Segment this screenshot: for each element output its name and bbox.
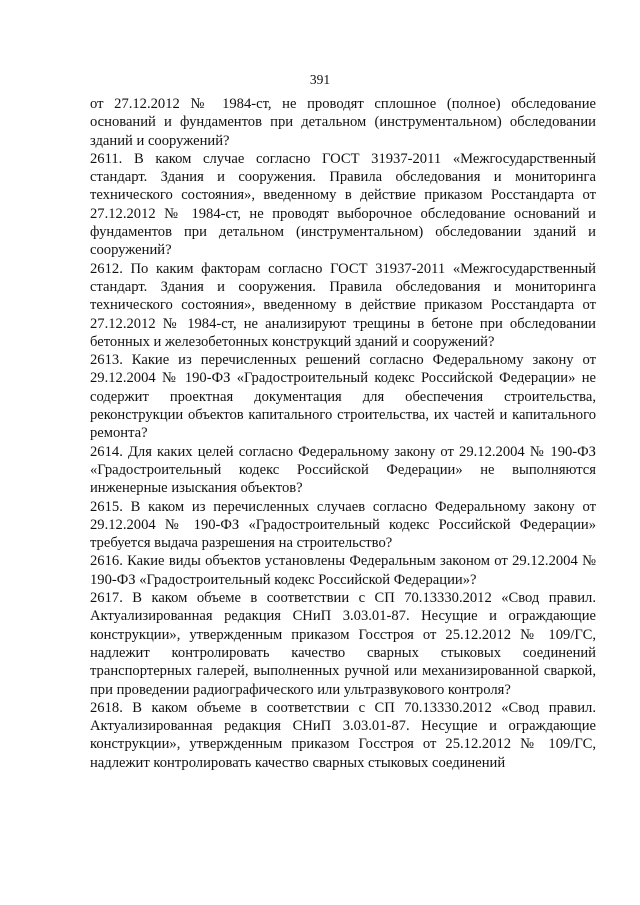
question-2614: 2614. Для каких целей согласно Федеральному закону от 29.12.2004 № 190-ФЗ «Градостроительный кодекс Российской Федерации» не выполняются инженерные изыскания объектов?	[90, 443, 596, 497]
document-body	[90, 95, 596, 772]
question-2613: 2613. Какие из перечисленных решений согласно Федеральному закону от 29.12.2004 № 190-ФЗ «Градостроительный кодекс Российской Федерации» не содержит проектная документация для обеспечения строительства, реконструкции объектов капитального строительства, их частей и капитального ремонта?	[90, 352, 596, 442]
question-2615: 2615. В каком из перечисленных случаев согласно Федеральному закону от 29.12.2004 № 190-ФЗ «Градостроительный кодекс Российской Федерации» требуется выдача разрешения на строительство?	[90, 498, 596, 552]
question-2611: 2611. В каком случае согласно ГОСТ 31937-2011 «Межгосударственный стандарт. Здания и сооружения. Правила обследования и мониторинга технического состояния», введенному в действие приказом Росстандарта от 27.12.2012 № 1984-ст, не проводят выборочное обследование оснований и фундаментов при детальном (инструментальном) обследовании зданий и сооружений?	[90, 150, 596, 259]
question-2616: 2616. Какие виды объектов установлены Федеральным законом от 29.12.2004 № 190-ФЗ «Градостроительный кодекс Российской Федерации»?	[90, 553, 596, 588]
question-2618: 2618. В каком объеме в соответствии с СП 70.13330.2012 «Свод правил. Актуализированная редакция СНиП 3.03.01-87. Несущие и ограждающие конструкции», утвержденным приказом Госстроя от 25.12.2012 № 109/ГС, надлежит контролировать качество сварных стыковых соединений	[90, 699, 596, 771]
question-2612: 2612. По каким факторам согласно ГОСТ 31937-2011 «Межгосударственный стандарт. Здания и сооружения. Правила обследования и мониторинга технического состояния», введенному в действие приказом Росстандарта от 27.12.2012 № 1984-ст, не анализируют трещины в бетоне при обследовании бетонных и железобетонных конструкций зданий и сооружений?	[90, 260, 596, 350]
page-number: 391	[309, 72, 331, 87]
paragraph-continuation: от 27.12.2012 № 1984-ст, не проводят сплошное (полное) обследование оснований и фундаментов при детальном (инструментальном) обследовании зданий и сооружений?	[90, 96, 596, 149]
question-2617: 2617. В каком объеме в соответствии с СП 70.13330.2012 «Свод правил. Актуализированная редакция СНиП 3.03.01-87. Несущие и ограждающие конструкции», утвержденным приказом Госстроя от 25.12.2012 № 109/ГС, надлежит контролировать качество сварных стыковых соединений транспортерных галерей, выполненных ручной или механизированной сваркой, при проведении радиографического или ультразвукового контроля?	[90, 590, 596, 698]
